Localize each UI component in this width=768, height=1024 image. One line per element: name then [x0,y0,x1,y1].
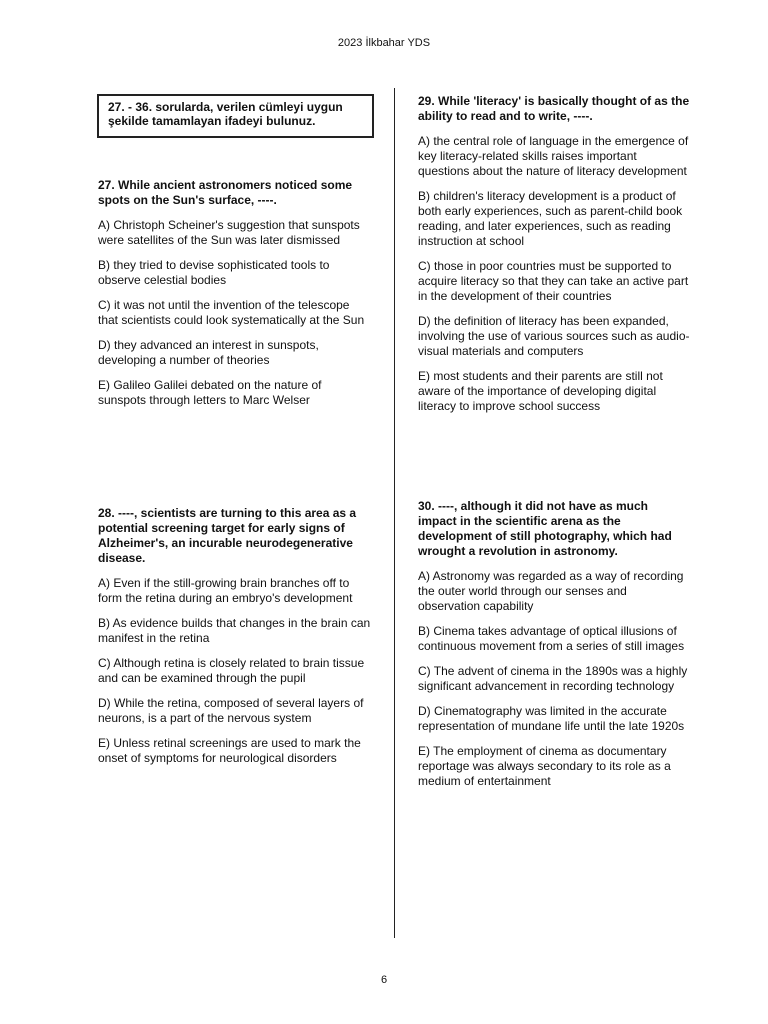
option-d: D) Cinematography was limited in the accurate representation of mundane life until the late 1920s [418,704,685,733]
option-a: A) Astronomy was regarded as a way of recording the outer world through our senses and observation capability [418,569,684,613]
option-b: B) they tried to devise sophisticated tools to observe celestial bodies [98,258,330,287]
page-number: 6 [380,974,388,986]
option-d: D) the definition of literacy has been expanded, involving the use of various sources such as audio-visual materials and computers [418,314,690,358]
question-stem: 30. ----, although it did not have as much impact in the scientific arena as the development of still photography, which had wrought a revolution in astronomy. [418,499,672,558]
option-d: D) they advanced an interest in sunspots, developing a number of theories [98,338,319,367]
question-29 [418,94,690,424]
question-30 [418,499,690,799]
instruction-box: 27. - 36. sorularda, verilen cümleyi uygun şekilde tamamlayan ifadeyi bulunuz. [97,94,374,138]
question-stem: 27. While ancient astronomers noticed some spots on the Sun's surface, ----. [98,178,353,207]
option-c: C) it was not until the invention of the telescope that scientists could look systematically at the Sun [98,298,365,327]
option-a: A) the central role of language in the emergence of key literacy-related skills raises important questions about the nature of literacy development [418,134,689,178]
option-d: D) While the retina, composed of several layers of neurons, is a part of the nervous system [98,696,364,725]
option-e: E) Unless retinal screenings are used to mark the onset of symptoms for neurological disorders [98,736,361,765]
question-27 [98,178,370,418]
option-c: C) The advent of cinema in the 1890s was a highly significant advancement in recording technology [418,664,688,693]
option-e: E) Galileo Galilei debated on the nature of sunspots through letters to Marc Welser [98,378,322,407]
option-b: B) Cinema takes advantage of optical illusions of continuous movement from a series of still images [418,624,685,653]
column-divider [394,88,395,938]
option-a: A) Christoph Scheiner's suggestion that sunspots were satellites of the Sun was later dismissed [98,218,360,247]
question-stem: 29. While 'literacy' is basically thought of as the ability to read and to write, ----. [418,94,690,123]
option-c: C) Although retina is closely related to brain tissue and can be examined through the pupil [98,656,365,685]
option-c: C) those in poor countries must be supported to acquire literacy so that they can take an active part in the development of their countries [418,259,689,303]
option-a: A) Even if the still-growing brain branches off to form the retina during an embryo's development [98,576,353,605]
option-e: E) most students and their parents are still not aware of the importance of developing digital literacy to improve school success [418,369,663,413]
option-b: B) children's literacy development is a product of both early experiences, such as parent-child book reading, and later experiences, such as reading instruction at school [418,189,683,248]
question-28 [98,506,374,776]
question-stem: 28. ----, scientists are turning to this area as a potential screening target for early signs of Alzheimer's, an incurable neurodegenerative disease. [98,506,357,565]
page-header: 2023 İlkbahar YDS [337,37,431,49]
option-e: E) The employment of cinema as documentary reportage was always secondary to its role as a medium of entertainment [418,744,671,788]
option-b: B) As evidence builds that changes in the brain can manifest in the retina [98,616,371,645]
